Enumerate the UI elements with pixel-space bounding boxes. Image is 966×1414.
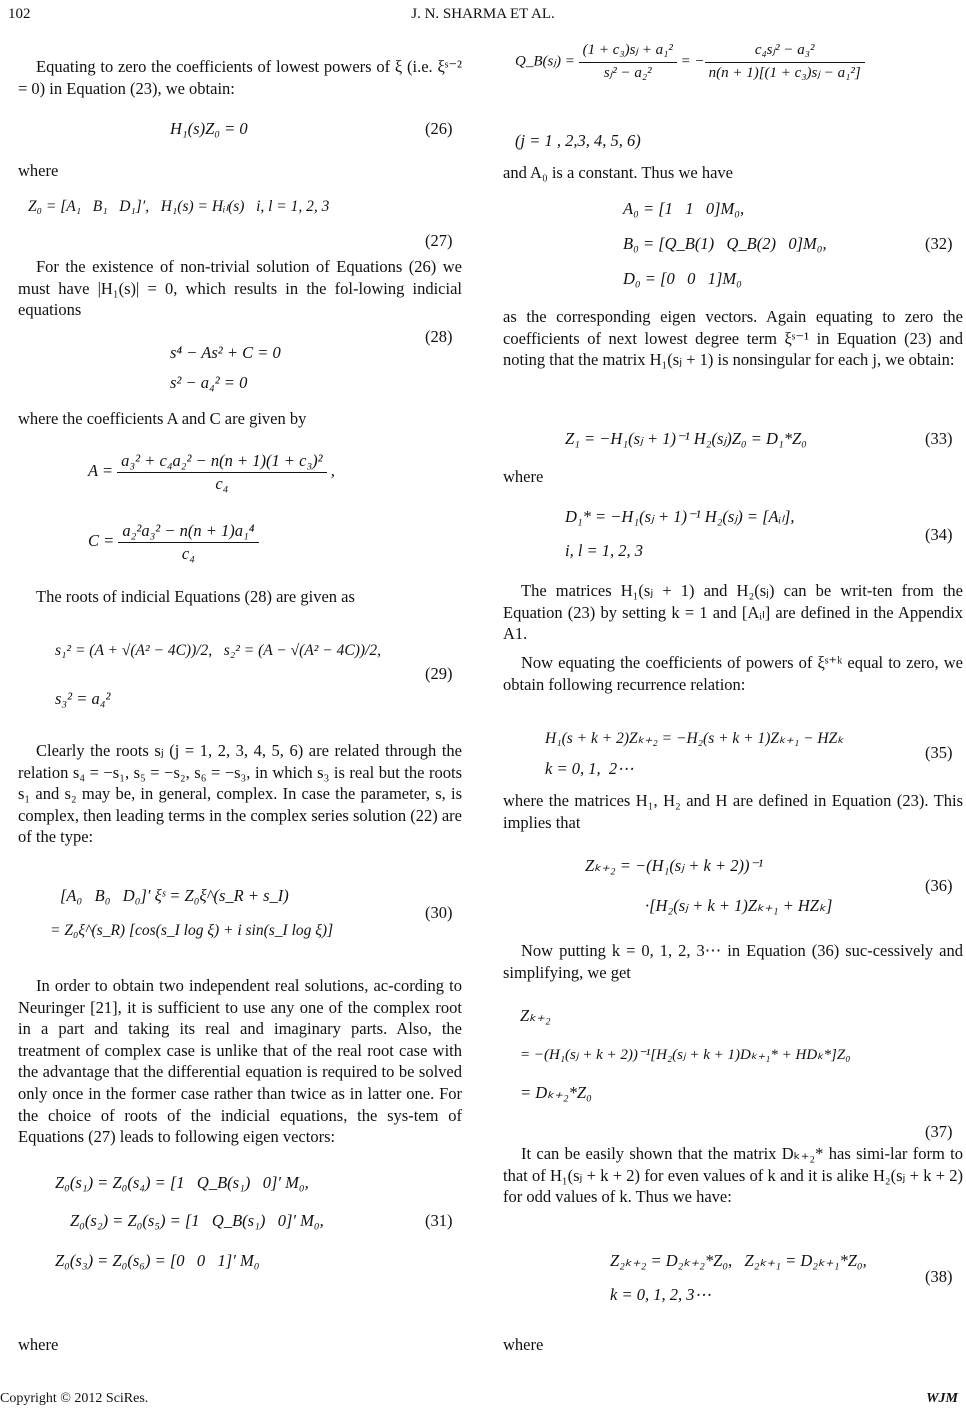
equation-QB-denominator-2: n(n + 1)[(1 + c₃)sⱼ − a₁²] <box>708 64 861 81</box>
equation-34a: D₁* = −H₁(sⱼ + 1)⁻¹ H₂(sⱼ) = [Aᵢₗ], <box>565 507 795 526</box>
equation-A-lhs: A = <box>88 460 114 480</box>
equation-number: (36) <box>925 876 953 895</box>
equation-36b: ·[H₂(sⱼ + k + 1)Zₖ₊₁ + HZₖ] <box>645 896 833 915</box>
equation-QB-lhs: Q_B(sⱼ) = <box>515 53 575 70</box>
equation-35a: H₁(s + k + 2)Zₖ₊₂ = −H₂(s + k + 1)Zₖ₊₁ − HZₖ <box>545 730 844 747</box>
equation-31b: Z₀(s₂) = Z₀(s₅) = [1 Q_B(s₁) 0]′ M₀, <box>70 1211 324 1230</box>
paragraph: In order to obtain two independent real solutions, ac-cording to Neuringer [21], it is sufficient to use any one of the complex root in a part and taking its real and imaginary parts. Also, the treatment of complex case is unlike that of the real root case with the advantage that the differential equation is required to be solved only once in the former case rather than twice as in latter one. For the choice of roots of the indicial equations, the sys-tem of Equations (27) leads to following eigen vectors: <box>18 976 462 1147</box>
running-header: J. N. SHARMA ET AL. <box>411 6 555 22</box>
paragraph: Clearly the roots sⱼ (j = 1, 2, 3, 4, 5, 6) are related through the relation s₄ = −s₁, s₅ = −s₂, s₆ = −s₃, in which s₃ is real but the roots s₁ and s₂ may be, in general, complex. In case the parameter, s, is complex, then leading terms in the complex series solution (22) are of the type: <box>18 741 463 847</box>
paragraph: where the matrices H₁, H₂ and H are defined in Equation (23). This implies that <box>503 791 963 832</box>
equation-number: (38) <box>925 1267 953 1286</box>
equation-number: (28) <box>425 327 453 346</box>
paragraph: where <box>18 1335 59 1354</box>
paragraph: where <box>18 161 59 180</box>
paragraph: as the corresponding eigen vectors. Again equating to zero the coefficients of next lowest degree term ξˢ⁻¹ in Equation (23) and noting that the matrix H₁(sⱼ + 1) is nonsingular for each j, we obtain: <box>503 307 963 370</box>
equation-32c: D₀ = [0 0 1]M₀ <box>623 269 742 288</box>
paragraph: where the coefficients A and C are given by <box>18 409 307 428</box>
equation-31a: Z₀(s₁) = Z₀(s₄) = [1 Q_B(s₁) 0]′ M₀, <box>55 1173 309 1192</box>
equation-29b: s₃² = a₄² <box>55 689 111 708</box>
paragraph: Equating to zero the coefficients of lowest powers of ξ (i.e. ξˢ⁻² = 0) in Equation (23), we obtain: <box>18 57 462 98</box>
equation-QB-numerator-2: c₄sⱼ² − a₃² <box>705 40 865 63</box>
equation-35b: k = 0, 1, 2⋯ <box>545 759 634 778</box>
equation-37c: = Dₖ₊₂*Z₀ <box>520 1083 592 1102</box>
equation-number: (31) <box>425 1211 453 1230</box>
equation-number: (33) <box>925 429 953 448</box>
equation-28b: s² − a₄² = 0 <box>170 373 248 392</box>
equation-32b: B₀ = [Q_B(1) Q_B(2) 0]M₀, <box>623 234 827 253</box>
paragraph: Now equating the coefficients of powers of ξˢ⁺ᵏ equal to zero, we obtain following recurrence relation: <box>503 653 963 694</box>
journal-abbreviation: WJM <box>926 1391 958 1406</box>
paragraph: Now putting k = 0, 1, 2, 3⋯ in Equation (36) suc-cessively and simplifying, we get <box>503 941 963 982</box>
equation-C-denominator: c₄ <box>181 543 195 563</box>
paragraph: For the existence of non-trivial solution of Equations (26) we must have |H₁(s)| = 0, which results in the fol-lowing indicial equations <box>18 257 462 320</box>
equation-QB-range: (j = 1 , 2,3, 4, 5, 6) <box>515 131 641 150</box>
equation-36a: Zₖ₊₂ = −(H₁(sⱼ + k + 2))⁻¹ <box>585 856 764 875</box>
equation-29a: s₁² = (A + √(A² − 4C))/2, s₂² = (A − √(A² − 4C))/2, <box>55 642 381 659</box>
equation-QB-numerator-1: (1 + c₃)sⱼ + a₁² <box>579 40 677 63</box>
paragraph: and A₀ is a constant. Thus we have <box>503 163 733 182</box>
equation-30b: = Z₀ξ^(s_R) [cos(s_I log ξ) + i sin(s_I log ξ)] <box>50 922 334 939</box>
paragraph: The roots of indicial Equations (28) are given as <box>36 587 355 606</box>
paragraph: The matrices H₁(sⱼ + 1) and H₂(sⱼ) can be writ-ten from the Equation (23) by setting k = 1 and [Aᵢₗ] are defined in the Appendix A1. <box>503 581 963 644</box>
paragraph: where <box>503 467 544 486</box>
paper-page: 102 J. N. SHARMA ET AL. Equating to zero the coefficients of lowest powers of ξ (i.e. ξˢ⁻² = 0) in Equation (23), we obtain: H₁(s)Z₀ = 0 (26) where Z₀ = [A₁ B₁ D₁]′, H₁(s) = Hᵢₗ(s) i, l = 1, 2, 3 (27) For the existence of non-trivial solution of Equations (26) we must have |H₁(s)| = 0, which results in the fol-lowing indicial equations s⁴ − As² + C = 0 s² − a₄² = 0 (28) where the coefficients A and C are given by A = $\frac{\text{a₃² + c₄a₂² − n(n + 1)(1 + c₃)²}}{\text{c₄}}$ , C = $\frac{\text{a₂²a₃² − n(n + 1)a₁⁴}}{\text{c₄}}$ The roots of indicial Equations (28) are given as s₁² = (A + √(A² − 4C))/2, s₂² = (A − √(A² − 4C))/2, s₃² = a₄² (29) Clearly the roots sⱼ (j = 1, 2, 3, 4, 5, 6) are related through the relation s₄ = −s₁, s₅ = −s₂, s₆ = −s₃, in which s₃ is real but the roots s₁ and s₂ may be, in general, complex. In case the parameter, s, is complex, then leading terms in the complex series solution (22) are of the type: [A₀ B₀ D₀]′ ξˢ = Z₀ξ^(s_R + s_I) = Z₀ξ^(s_R) [cos(s_I log ξ) + i sin(s_I log ξ)] (30) In order to obtain two independent real solutions, ac-cording to Neuringer [21], it is sufficient to use any one of the complex root in a part and taking its real and imaginary parts. Also, the treatment of complex case is unlike that of the real root case with the advantage that the differential equation is required to be solved only once in the former case rather than twice as in latter one. For the choice of roots of the indicial equations, the sys-tem of Equations (27) leads to following eigen vectors: Z₀(s₁) = Z₀(s₄) = [1 Q_B(s₁) 0]′ M₀, Z₀(s₂) = Z₀(s₅) = [1 Q_B(s₁) 0]′ M₀, Z₀(s₃) = Z₀(s₆) = [0 0 1]′ M₀ (31) where Q_B(sⱼ) = $\frac{\text{(1 + c₃)sⱼ + a₁²}}{\text{sⱼ² − a₂²}}$ = − $\frac{\text{c₄sⱼ² − a₃²}}{\text{n(n + 1)[(1 + c₃)sⱼ − a₁²]}}$ (j = 1 , 2,3, 4, 5, 6) and A₀ is a constant. Thus we have A₀ = [1 1 0]M₀, B₀ = [Q_B(1) Q_B(2) 0]M₀, D₀ = [0 0 1]M₀ (32) as the corresponding eigen vectors. Again equating to zero the coefficients of next lowest degree term ξˢ⁻¹ in Equation (23) and noting that the matrix H₁(sⱼ + 1) is nonsingular for each j, we obtain: Z₁ = −H₁(sⱼ + 1)⁻¹ H₂(sⱼ)Z₀ = D₁*Z₀ (33) where D₁* = −H₁(sⱼ + 1)⁻¹ H₂(sⱼ) = [Aᵢₗ], i, l = 1, 2, 3 (34) The matrices H₁(sⱼ + 1) and H₂(sⱼ) can be writ-ten from the Equation (23) by setting k = 1 and [Aᵢₗ] are defined in the Appendix A1. Now equating the coefficients of powers of ξˢ⁺ᵏ equal to zero, we obtain following recurrence relation: H₁(s + k + 2)Zₖ₊₂ = −H₂(s + k + 1)Zₖ₊₁ − HZₖ k = 0, 1, 2⋯ (35) where the matrices H₁, H₂ and H are defined in Equation (23). This implies that Zₖ₊₂ = −(H₁(sⱼ + k + 2))⁻¹ ·[H₂(sⱼ + k + 1)Zₖ₊₁ + HZₖ] (36) Now putting k = 0, 1, 2, 3⋯ in Equation (36) suc-cessively and simplifying, we get Zₖ₊₂ = −(H₁(sⱼ + k + 2))⁻¹[H₂(sⱼ + k + 1)Dₖ₊₁* + HDₖ*]Z₀ = Dₖ₊₂*Z₀ (37) It can be easily shown that the matrix Dₖ₊₂* has simi-lar form to that of H₁(sⱼ + k + 2) for even values of k and it is alike H₂(sⱼ + k + 2) for odd values of k. Thus we have: Z₂ₖ₊₂ = D₂ₖ₊₂*Z₀, Z₂ₖ₊₁ = D₂ₖ₊₁*Z₀, k = 0, 1, 2, 3⋯ (38) where Copyright © 2012 SciRes. WJM <box>0 0 966 1414</box>
equation-QB-mid: = − <box>680 53 705 70</box>
equation-C-lhs: C = <box>88 530 115 550</box>
equation-A-numerator: a₃² + c₄a₂² − n(n + 1)(1 + c₃)² <box>117 450 326 473</box>
equation-37a: Zₖ₊₂ <box>520 1006 551 1025</box>
paragraph: where <box>503 1335 544 1354</box>
equation-28a: s⁴ − As² + C = 0 <box>170 343 281 362</box>
equation-number: (34) <box>925 525 953 544</box>
copyright-footer: Copyright © 2012 SciRes. <box>0 1391 149 1406</box>
page-number: 102 <box>8 6 31 22</box>
equation-37b: = −(H₁(sⱼ + k + 2))⁻¹[H₂(sⱼ + k + 1)Dₖ₊₁* + HDₖ*]Z₀ <box>520 1047 851 1063</box>
paragraph: It can be easily shown that the matrix Dₖ₊₂* has simi-lar form to that of H₁(sⱼ + k + 2) for even values of k and it is alike H₂(sⱼ + k + 2) for odd values of k. Thus we have: <box>503 1144 963 1207</box>
equation-QB-denominator-1: sⱼ² − a₂² <box>603 64 652 81</box>
equation-30a: [A₀ B₀ D₀]′ ξˢ = Z₀ξ^(s_R + s_I) <box>60 886 289 905</box>
equation-34b: i, l = 1, 2, 3 <box>565 541 644 560</box>
equation-38b: k = 0, 1, 2, 3⋯ <box>610 1285 711 1304</box>
equation-number: (32) <box>925 234 953 253</box>
equation-27: Z₀ = [A₁ B₁ D₁]′, H₁(s) = Hᵢₗ(s) i, l = 1, 2, 3 <box>28 198 330 215</box>
equation-26: H₁(s)Z₀ = 0 <box>170 119 248 138</box>
equation-number: (30) <box>425 903 453 922</box>
equation-32a: A₀ = [1 1 0]M₀, <box>623 199 745 218</box>
equation-38a: Z₂ₖ₊₂ = D₂ₖ₊₂*Z₀, Z₂ₖ₊₁ = D₂ₖ₊₁*Z₀, <box>610 1251 867 1270</box>
equation-number: (29) <box>425 664 453 683</box>
equation-number: (26) <box>425 119 453 138</box>
equation-33: Z₁ = −H₁(sⱼ + 1)⁻¹ H₂(sⱼ)Z₀ = D₁*Z₀ <box>565 429 807 448</box>
equation-number: (27) <box>425 231 453 250</box>
equation-31c: Z₀(s₃) = Z₀(s₆) = [0 0 1]′ M₀ <box>55 1251 260 1270</box>
equation-C-numerator: a₂²a₃² − n(n + 1)a₁⁴ <box>118 520 258 543</box>
equation-A-denominator: c₄ <box>215 473 229 493</box>
equation-number: (37) <box>925 1122 953 1141</box>
equation-number: (35) <box>925 743 953 762</box>
